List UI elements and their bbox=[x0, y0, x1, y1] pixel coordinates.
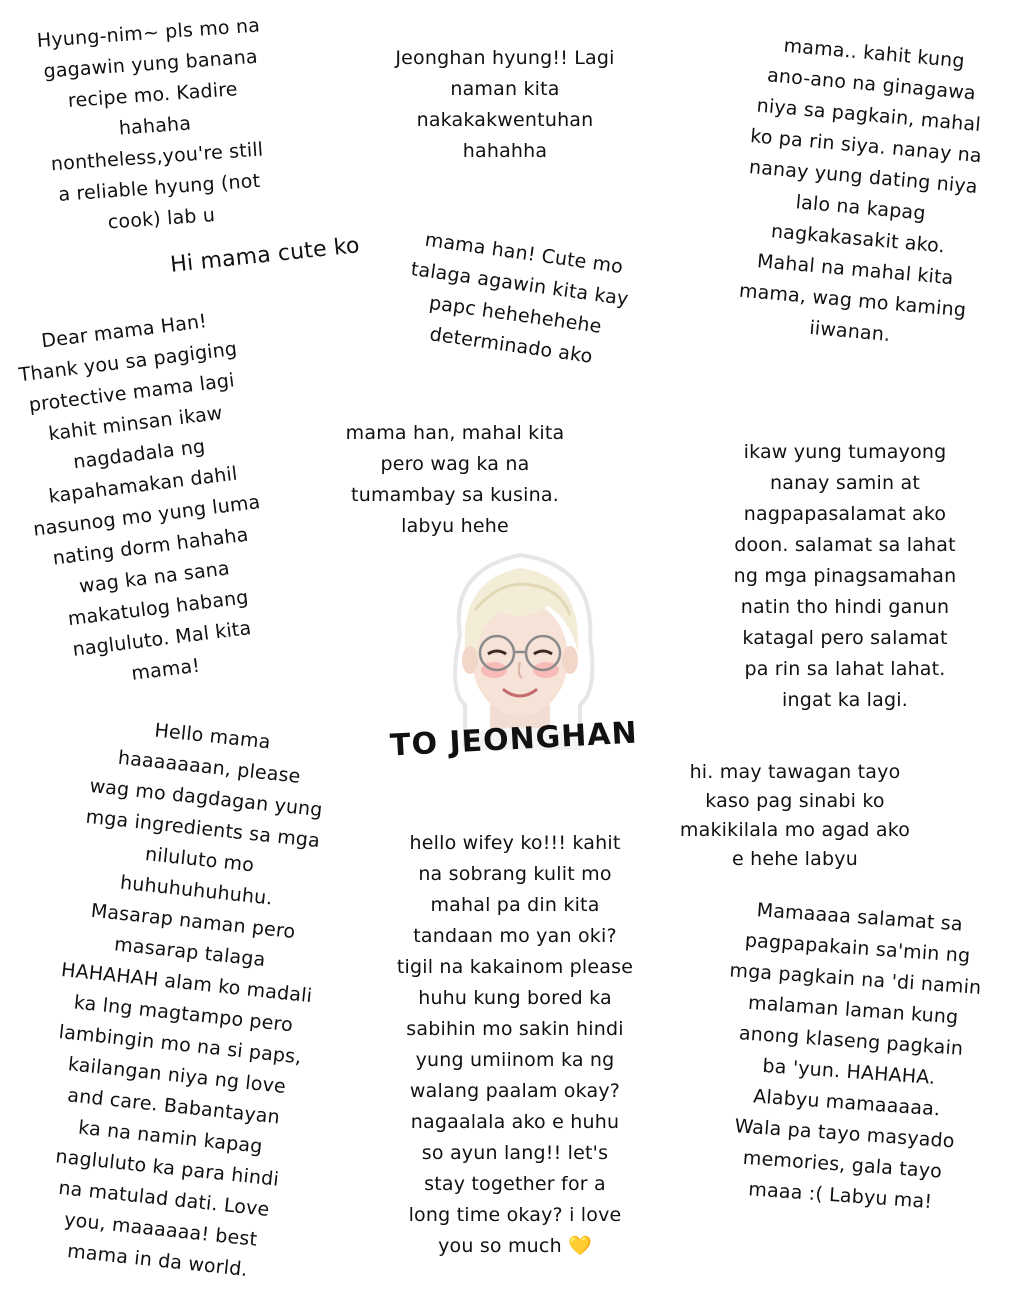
note-hi-mama: Hi mama cute ko bbox=[169, 233, 361, 278]
note-hello-mama: Hello mama haaaaaaan, please wag mo dagdagan yung mga ingredients sa mga niluluto mo huhuhuhuhuhu. Masarap naman pero masarap talaga HAHAHAH alam ko madali ka lng magtampo pero lambingin mo na si paps, kailangan niya ng love and care. Babantayan ka na namin kapag nagluluto ka para hindi na matulad dati. Love you, maaaaaa! best mama in da world. bbox=[54, 719, 324, 1281]
note-tawagan: hi. may tawagan tayo kaso pag sinabi ko makikilala mo agad ako e hehe labyu bbox=[679, 761, 911, 870]
note-jeonghan-hyung: Jeonghan hyung!! Lagi naman kita nakakakwentuhan hahahha bbox=[395, 47, 615, 162]
heart-icon: 💛 bbox=[568, 1235, 592, 1257]
title-to-jeonghan: TO JEONGHAN bbox=[389, 715, 639, 764]
note-dear-mama: Dear mama Han! Thank you sa pagiging protective mama lagi kahit minsan ikaw nagdadala ng kapahamakan dahil nasunog mo yung luma nating dorm hahaha wag ka na sana makatulog habang nagluluto. Mal kita mama! bbox=[17, 310, 262, 685]
note-mama-han-cute: mama han! Cute mo talaga agawin kita kay papc hehehehehe determinado ako bbox=[409, 228, 630, 368]
note-wifey-text: hello wifey ko!!! kahit na sobrang kulit mo mahal pa din kita tandaan mo yan oki? tigil na kakainom please huhu kung bored ka sabihin mo sakin hindi yung umiinom ka ng walang paalam okay? nagaalala ako e huhu so ayun lang!! let's stay together for a long time okay? i love you so much bbox=[396, 832, 634, 1257]
note-hyung-nim: Hyung-nim~ pls mo na gagawin yung banana recipe mo. Kadire hahaha nontheless,you're still a reliable hyung (not cook) lab u bbox=[36, 14, 265, 234]
note-mama-kahit: mama.. kahit kung ano-ano na ginagawa niya sa pagkain, mahal ko pa rin siya. nanay na nanay yung dating niya lalo na kapag nagkakasakit ako. Mahal na mahal kita mama, wag mo kaming iiwanan. bbox=[738, 34, 983, 346]
note-wifey bbox=[370, 828, 660, 1262]
note-mama-han-mahal: mama han, mahal kita pero wag ka na tumambay sa kusina. labyu hehe bbox=[345, 422, 565, 537]
note-ikaw-yung: ikaw yung tumayong nanay samin at nagpapasalamat ako doon. salamat sa lahat ng mga pinagsamahan natin tho hindi ganun katagal pero salamat pa rin sa lahat lahat. ingat ka lagi. bbox=[733, 441, 957, 711]
note-mamaaaa: Mamaaaa salamat sa pagpapakain sa'min ng mga pagkain na 'di namin malaman laman kung anong klaseng pagkain ba 'yun. HAHAHA. Alabyu mamaaaaa. Wala pa tayo masyado memories, gala tayo maaa :( Labyu ma! bbox=[728, 899, 983, 1214]
